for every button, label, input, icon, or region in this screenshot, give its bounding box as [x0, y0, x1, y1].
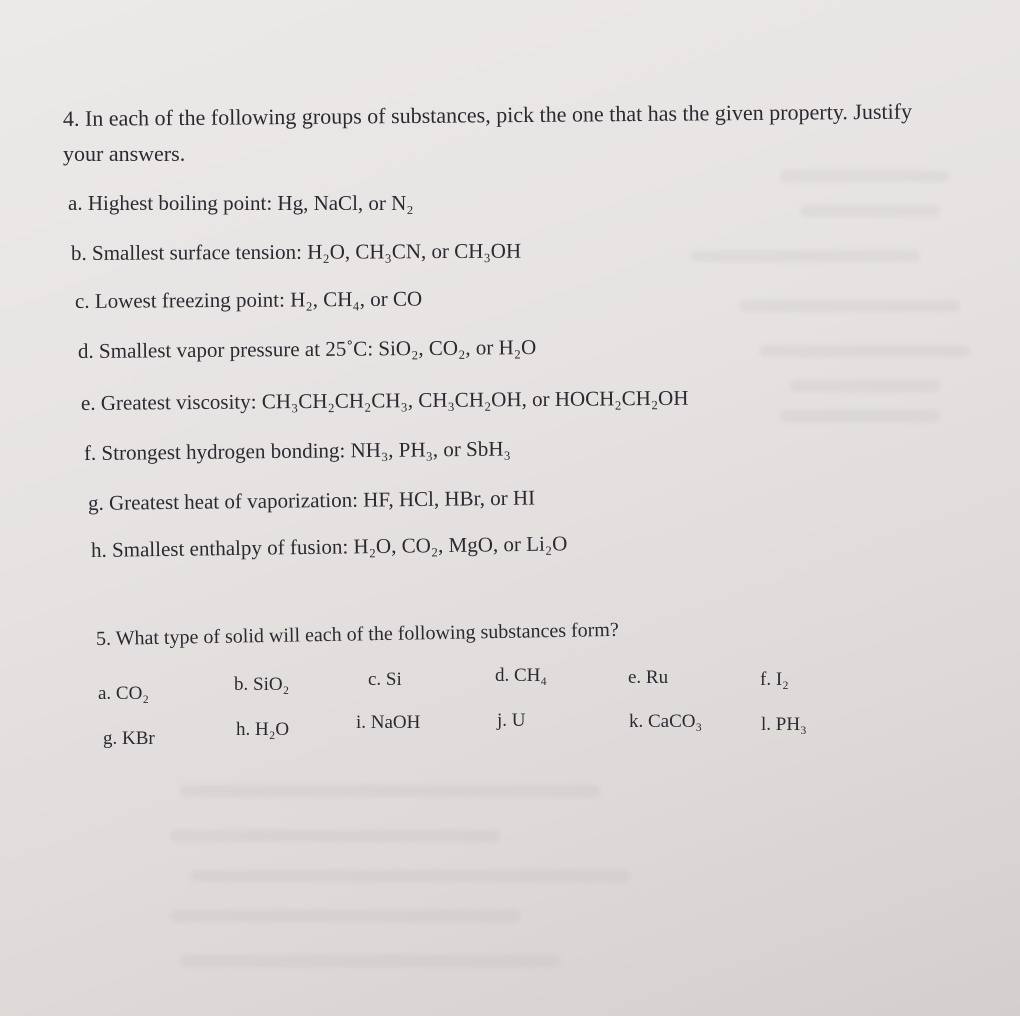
- q5-item-a: a. CO₂: [98, 683, 149, 704]
- item-f-options: NH₃, PH₃, or SbH₃: [350, 436, 511, 463]
- question-4-item-g: [87, 485, 536, 515]
- question-4-heading-line1: 4. In each of the following groups of substances, pick the one that has the given property. Justify: [62, 98, 913, 131]
- q5-item-g: g. KBr: [103, 728, 155, 749]
- item-e-options: CH₃CH₂CH₂CH₃, CH₃CH₂OH, or HOCH₂CH₂OH: [261, 385, 689, 414]
- question-4-item-b: [70, 238, 522, 265]
- question-4-item-c: [74, 286, 423, 313]
- item-f-label: f. Strongest hydrogen bonding:: [83, 438, 346, 465]
- item-c-options: H₂, CH₄, or CO: [290, 286, 423, 312]
- q5-item-h: h. H₂O: [236, 719, 290, 740]
- item-a-options: Hg, NaCl, or N₂: [277, 191, 414, 215]
- item-d-label: d. Smallest vapor pressure at 25˚C:: [77, 336, 374, 363]
- item-b-options: H₂O, CH₃CN, or CH₃OH: [307, 238, 522, 264]
- q5-item-f: f. I₂: [760, 669, 789, 690]
- q5-item-l: l. PH₃: [761, 714, 807, 735]
- q5-item-c: c. Si: [368, 669, 402, 690]
- question-4-item-d: [78, 337, 536, 362]
- question-4-heading-line2: your answers.: [63, 141, 186, 166]
- question-4-item-f: [83, 436, 511, 465]
- q5-item-d: d. CH₄: [495, 665, 548, 686]
- item-a-label: a. Highest boiling point:: [68, 191, 273, 215]
- q5-item-i: i. NaOH: [356, 712, 421, 733]
- q5-item-b: b. SiO₂: [234, 674, 290, 695]
- q5-item-j: j. U: [497, 710, 526, 731]
- question-4-item-h: [91, 533, 568, 561]
- q5-item-e: e. Ru: [628, 667, 669, 688]
- question-5-heading: 5. What type of solid will each of the following substances form?: [95, 618, 619, 650]
- question-4-item-e: [80, 385, 689, 415]
- item-h-label: h. Smallest enthalpy of fusion:: [90, 534, 349, 562]
- item-e-label: e. Greatest viscosity:: [80, 389, 257, 415]
- item-g-label: g. Greatest heat of vaporization:: [87, 487, 359, 515]
- q5-item-k: k. CaCO₃: [629, 711, 703, 732]
- question-4-item-a: [68, 193, 414, 214]
- item-c-label: c. Lowest freezing point:: [74, 287, 286, 313]
- item-d-options: SiO₂, CO₂, or H₂O: [378, 335, 537, 361]
- item-g-options: HF, HCl, HBr, or HI: [363, 485, 536, 512]
- item-h-options: H₂O, CO₂, MgO, or Li₂O: [353, 531, 568, 559]
- item-b-label: b. Smallest surface tension:: [70, 239, 303, 265]
